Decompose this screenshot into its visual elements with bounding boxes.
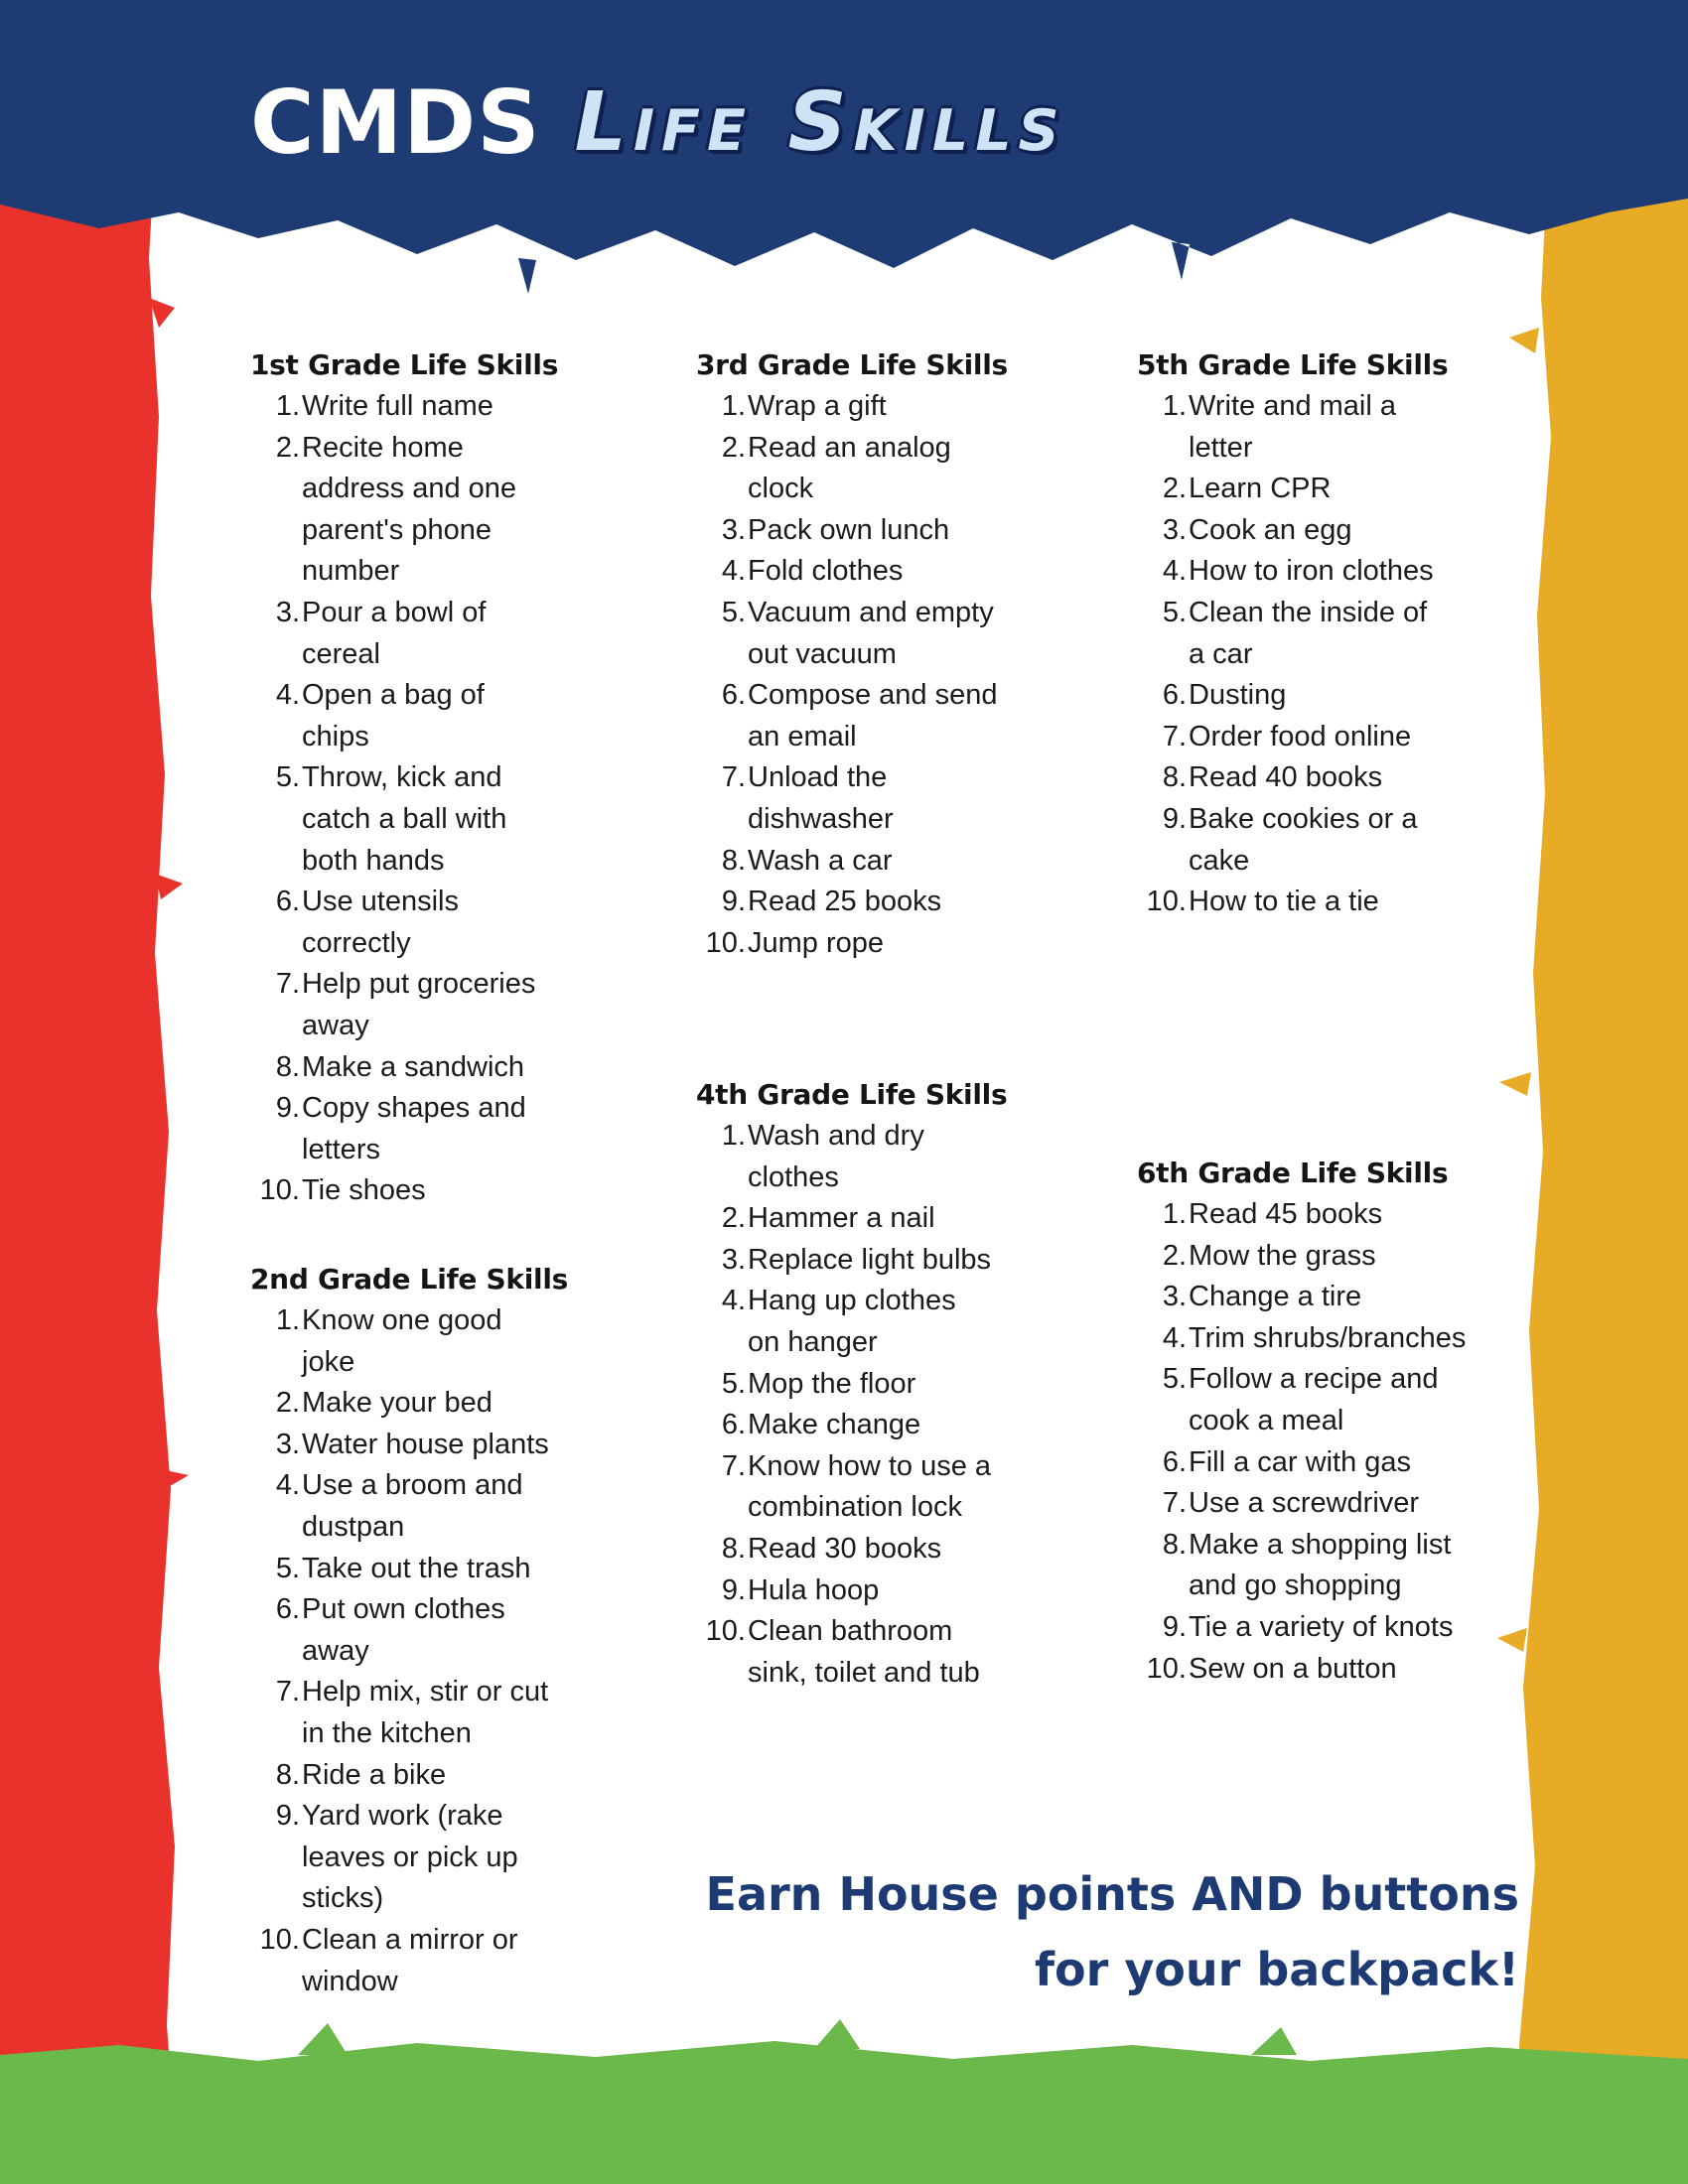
item-text: Trim shrubs/branches <box>1189 1321 1467 1354</box>
item-text: Make your bed <box>302 1387 492 1420</box>
item-text: Mow the grass <box>1189 1239 1376 1272</box>
item-number: 2. <box>275 431 300 464</box>
list-item <box>250 1300 558 1383</box>
item-number: 8. <box>721 1532 746 1565</box>
grade-2-section <box>250 1259 568 2002</box>
list-item <box>1137 1483 1475 1525</box>
list-item <box>696 1570 994 1612</box>
item-text: Water house plants <box>302 1428 549 1460</box>
item-text: Order food online <box>1189 720 1412 752</box>
list-item <box>1137 882 1445 923</box>
item-text: Make change <box>748 1409 921 1441</box>
list-item <box>1137 1607 1475 1649</box>
grade-heading: 6th Grade Life Skills <box>1137 1157 1449 1189</box>
item-number: 2. <box>275 1387 300 1420</box>
list-item <box>250 1425 558 1466</box>
list-item <box>250 964 558 1046</box>
item-number: 1. <box>1162 1198 1187 1230</box>
grade-6-section <box>1137 1153 1475 1690</box>
item-number: 4. <box>275 679 300 712</box>
item-text: Follow a recipe and cook a meal <box>1189 1363 1439 1436</box>
item-text: Unload the dishwasher <box>748 761 894 835</box>
list-item <box>696 675 1004 757</box>
list-item <box>1137 1277 1475 1318</box>
item-text: Clean the inside of a car <box>1189 596 1428 670</box>
list-item <box>1137 717 1445 758</box>
item-text: Vacuum and empty out vacuum <box>748 596 994 670</box>
item-number: 3. <box>275 1428 300 1460</box>
item-number: 10. <box>1146 1652 1187 1685</box>
item-text: Wash and dry clothes <box>748 1120 924 1193</box>
item-number: 1. <box>721 390 746 422</box>
item-text: Mop the floor <box>748 1367 916 1400</box>
page-title <box>250 68 1066 177</box>
item-number: 6. <box>721 679 746 712</box>
list-item <box>1137 1359 1475 1441</box>
item-number: 9. <box>275 1800 300 1833</box>
list-item <box>250 1672 558 1754</box>
list-item <box>696 1281 994 1363</box>
list-item <box>250 1589 558 1672</box>
item-number: 4. <box>721 555 746 588</box>
grade-3-section <box>696 344 1008 964</box>
skill-list <box>696 386 1004 964</box>
item-text: Dusting <box>1189 679 1287 712</box>
item-text: Use a broom and dustpan <box>302 1469 523 1543</box>
item-number: 8. <box>1162 761 1187 794</box>
item-text: Know how to use a combination lock <box>748 1449 992 1524</box>
item-text: Pour a bowl of cereal <box>302 596 487 670</box>
list-item <box>250 1170 558 1212</box>
list-item <box>250 1755 558 1797</box>
list-item <box>696 386 1004 428</box>
item-text: Put own clothes away <box>302 1593 505 1667</box>
item-text: Make a sandwich <box>302 1050 525 1083</box>
list-item <box>250 1796 558 1920</box>
list-item <box>696 510 1004 552</box>
list-item <box>1137 510 1445 552</box>
item-number: 7. <box>721 761 746 794</box>
list-item <box>1137 1194 1475 1236</box>
item-number: 1. <box>275 390 300 422</box>
item-text: How to iron clothes <box>1189 555 1434 588</box>
item-text: Read 45 books <box>1189 1198 1383 1230</box>
green-paint-stroke <box>0 2019 1688 2184</box>
list-item <box>696 1240 994 1282</box>
list-item <box>696 882 1004 923</box>
item-text: Pack own lunch <box>748 513 950 546</box>
list-item <box>250 386 558 428</box>
item-number: 7. <box>1162 720 1187 752</box>
item-number: 9. <box>721 886 746 918</box>
item-number: 2. <box>1162 473 1187 505</box>
callout-line-2: for your backpack! <box>1035 1943 1519 1996</box>
item-text: Tie shoes <box>302 1174 426 1207</box>
item-number: 5. <box>275 761 300 794</box>
item-number: 3. <box>721 1243 746 1276</box>
item-text: Know one good joke <box>302 1304 502 1378</box>
item-text: Recite home address and one parent's phone number <box>302 431 517 588</box>
item-text: Read 30 books <box>748 1532 942 1565</box>
item-text: Help put groceries away <box>302 968 536 1041</box>
list-item <box>250 1088 558 1170</box>
item-number: 9. <box>721 1573 746 1606</box>
item-number: 6. <box>1162 1445 1187 1478</box>
list-item <box>696 1446 994 1529</box>
item-number: 1. <box>1162 390 1187 422</box>
list-item <box>696 923 1004 965</box>
item-text: Write full name <box>302 390 493 422</box>
list-item <box>1137 675 1445 717</box>
item-text: Compose and send an email <box>748 679 998 752</box>
item-number: 10. <box>1146 886 1187 918</box>
grade-heading: 1st Grade Life Skills <box>250 348 559 381</box>
list-item <box>696 1364 994 1406</box>
skill-list <box>1137 386 1445 923</box>
item-number: 6. <box>275 886 300 918</box>
item-number: 3. <box>275 596 300 628</box>
list-item <box>1137 1525 1475 1607</box>
list-item <box>250 1920 558 2002</box>
item-text: Copy shapes and letters <box>302 1092 526 1165</box>
item-text: Bake cookies or a cake <box>1189 802 1418 877</box>
item-text: Replace light bulbs <box>748 1243 992 1276</box>
list-item <box>696 1116 994 1198</box>
item-text: Use a screwdriver <box>1189 1487 1420 1520</box>
item-text: Wrap a gift <box>748 390 887 422</box>
item-number: 7. <box>721 1449 746 1482</box>
list-item <box>1137 1236 1475 1278</box>
item-text: Read 40 books <box>1189 761 1383 794</box>
item-number: 4. <box>275 1469 300 1502</box>
item-text: Jump rope <box>748 926 885 959</box>
skill-list <box>250 386 558 1212</box>
item-number: 9. <box>1162 1610 1187 1643</box>
item-text: Help mix, stir or cut in the kitchen <box>302 1676 549 1749</box>
item-text: Hula hoop <box>748 1573 880 1606</box>
item-number: 7. <box>275 968 300 1001</box>
item-number: 7. <box>275 1676 300 1708</box>
grade-5-section <box>1137 344 1449 923</box>
list-item <box>250 1383 558 1425</box>
item-text: Make a shopping list and go shopping <box>1189 1528 1452 1602</box>
item-number: 3. <box>1162 513 1187 546</box>
item-number: 10. <box>705 926 746 959</box>
item-number: 3. <box>1162 1281 1187 1313</box>
grade-heading: 5th Grade Life Skills <box>1137 348 1449 381</box>
item-text: Hammer a nail <box>748 1202 935 1235</box>
item-text: Yard work (rake leaves or pick up sticks) <box>302 1800 518 1915</box>
grade-heading: 2nd Grade Life Skills <box>250 1263 568 1296</box>
item-text: Clean a mirror or window <box>302 1923 518 1997</box>
item-number: 10. <box>705 1615 746 1648</box>
item-number: 8. <box>1162 1528 1187 1561</box>
title-cmds: CMDS <box>250 70 541 174</box>
list-item <box>696 1611 994 1694</box>
item-number: 2. <box>721 431 746 464</box>
list-item <box>1137 799 1445 882</box>
item-number: 8. <box>275 1758 300 1791</box>
list-item <box>696 428 1004 510</box>
item-number: 10. <box>259 1923 300 1956</box>
list-item <box>696 1405 994 1446</box>
item-number: 5. <box>1162 596 1187 628</box>
callout-line-1: Earn House points AND buttons <box>705 1867 1519 1921</box>
item-number: 4. <box>1162 555 1187 588</box>
green-paint-band <box>0 2015 1688 2184</box>
list-item <box>250 428 558 593</box>
item-text: How to tie a tie <box>1189 886 1379 918</box>
skill-list <box>696 1116 994 1694</box>
list-item <box>1137 469 1445 510</box>
item-number: 2. <box>721 1202 746 1235</box>
item-number: 3. <box>721 513 746 546</box>
item-text: Hang up clothes on hanger <box>748 1285 956 1358</box>
list-item <box>696 757 1004 840</box>
item-text: Read an analog clock <box>748 431 951 505</box>
item-text: Wash a car <box>748 844 893 877</box>
list-item <box>1137 1649 1475 1691</box>
item-number: 9. <box>1162 802 1187 835</box>
list-item <box>696 841 1004 883</box>
item-number: 5. <box>1162 1363 1187 1396</box>
list-item <box>1137 593 1445 675</box>
grade-4-section <box>696 1074 1008 1694</box>
skill-list <box>1137 1194 1475 1690</box>
item-number: 5. <box>721 596 746 628</box>
list-item <box>1137 1318 1475 1360</box>
item-text: Clean bathroom sink, toilet and tub <box>748 1615 980 1689</box>
item-number: 6. <box>275 1593 300 1626</box>
item-text: Sew on a button <box>1189 1652 1397 1685</box>
list-item <box>1137 1442 1475 1484</box>
grade-1-section <box>250 344 558 1212</box>
item-number: 1. <box>275 1304 300 1336</box>
skill-list <box>250 1300 558 2002</box>
item-number: 8. <box>721 844 746 877</box>
item-text: Fill a car with gas <box>1189 1445 1412 1478</box>
list-item <box>250 1465 558 1548</box>
item-number: 4. <box>1162 1321 1187 1354</box>
item-number: 6. <box>1162 679 1187 712</box>
red-paint-stroke <box>0 0 189 2184</box>
item-text: Ride a bike <box>302 1758 447 1791</box>
list-item <box>250 882 558 964</box>
item-text: Use utensils correctly <box>302 886 459 959</box>
grade-heading: 3rd Grade Life Skills <box>696 348 1008 381</box>
item-text: Cook an egg <box>1189 513 1352 546</box>
item-text: Take out the trash <box>302 1552 531 1584</box>
item-text: Tie a variety of knots <box>1189 1610 1454 1643</box>
list-item <box>696 593 1004 675</box>
item-number: 4. <box>721 1285 746 1317</box>
earn-points-callout <box>695 1856 1519 2007</box>
item-text: Change a tire <box>1189 1281 1362 1313</box>
list-item <box>696 1529 994 1570</box>
list-item <box>1137 757 1445 799</box>
list-item <box>1137 386 1445 469</box>
item-number: 1. <box>721 1120 746 1152</box>
list-item <box>696 551 1004 593</box>
item-text: Write and mail a letter <box>1189 390 1396 464</box>
item-text: Open a bag of chips <box>302 679 485 752</box>
grade-heading: 4th Grade Life Skills <box>696 1078 1008 1111</box>
title-life-skills: Life Skills <box>574 74 1066 170</box>
gold-paint-stroke <box>1497 0 1688 2184</box>
list-item <box>250 675 558 757</box>
list-item <box>250 1047 558 1089</box>
item-number: 6. <box>721 1409 746 1441</box>
list-item <box>1137 551 1445 593</box>
item-number: 9. <box>275 1092 300 1125</box>
item-number: 10. <box>259 1174 300 1207</box>
list-item <box>250 593 558 675</box>
item-text: Throw, kick and catch a ball with both hands <box>302 761 507 877</box>
item-text: Fold clothes <box>748 555 904 588</box>
item-number: 2. <box>1162 1239 1187 1272</box>
list-item <box>250 1549 558 1590</box>
item-number: 7. <box>1162 1487 1187 1520</box>
item-text: Learn CPR <box>1189 473 1332 505</box>
list-item <box>696 1198 994 1240</box>
red-paint-band <box>0 0 199 2184</box>
item-number: 5. <box>275 1552 300 1584</box>
item-number: 8. <box>275 1050 300 1083</box>
item-text: Read 25 books <box>748 886 942 918</box>
list-item <box>250 757 558 882</box>
item-number: 5. <box>721 1367 746 1400</box>
